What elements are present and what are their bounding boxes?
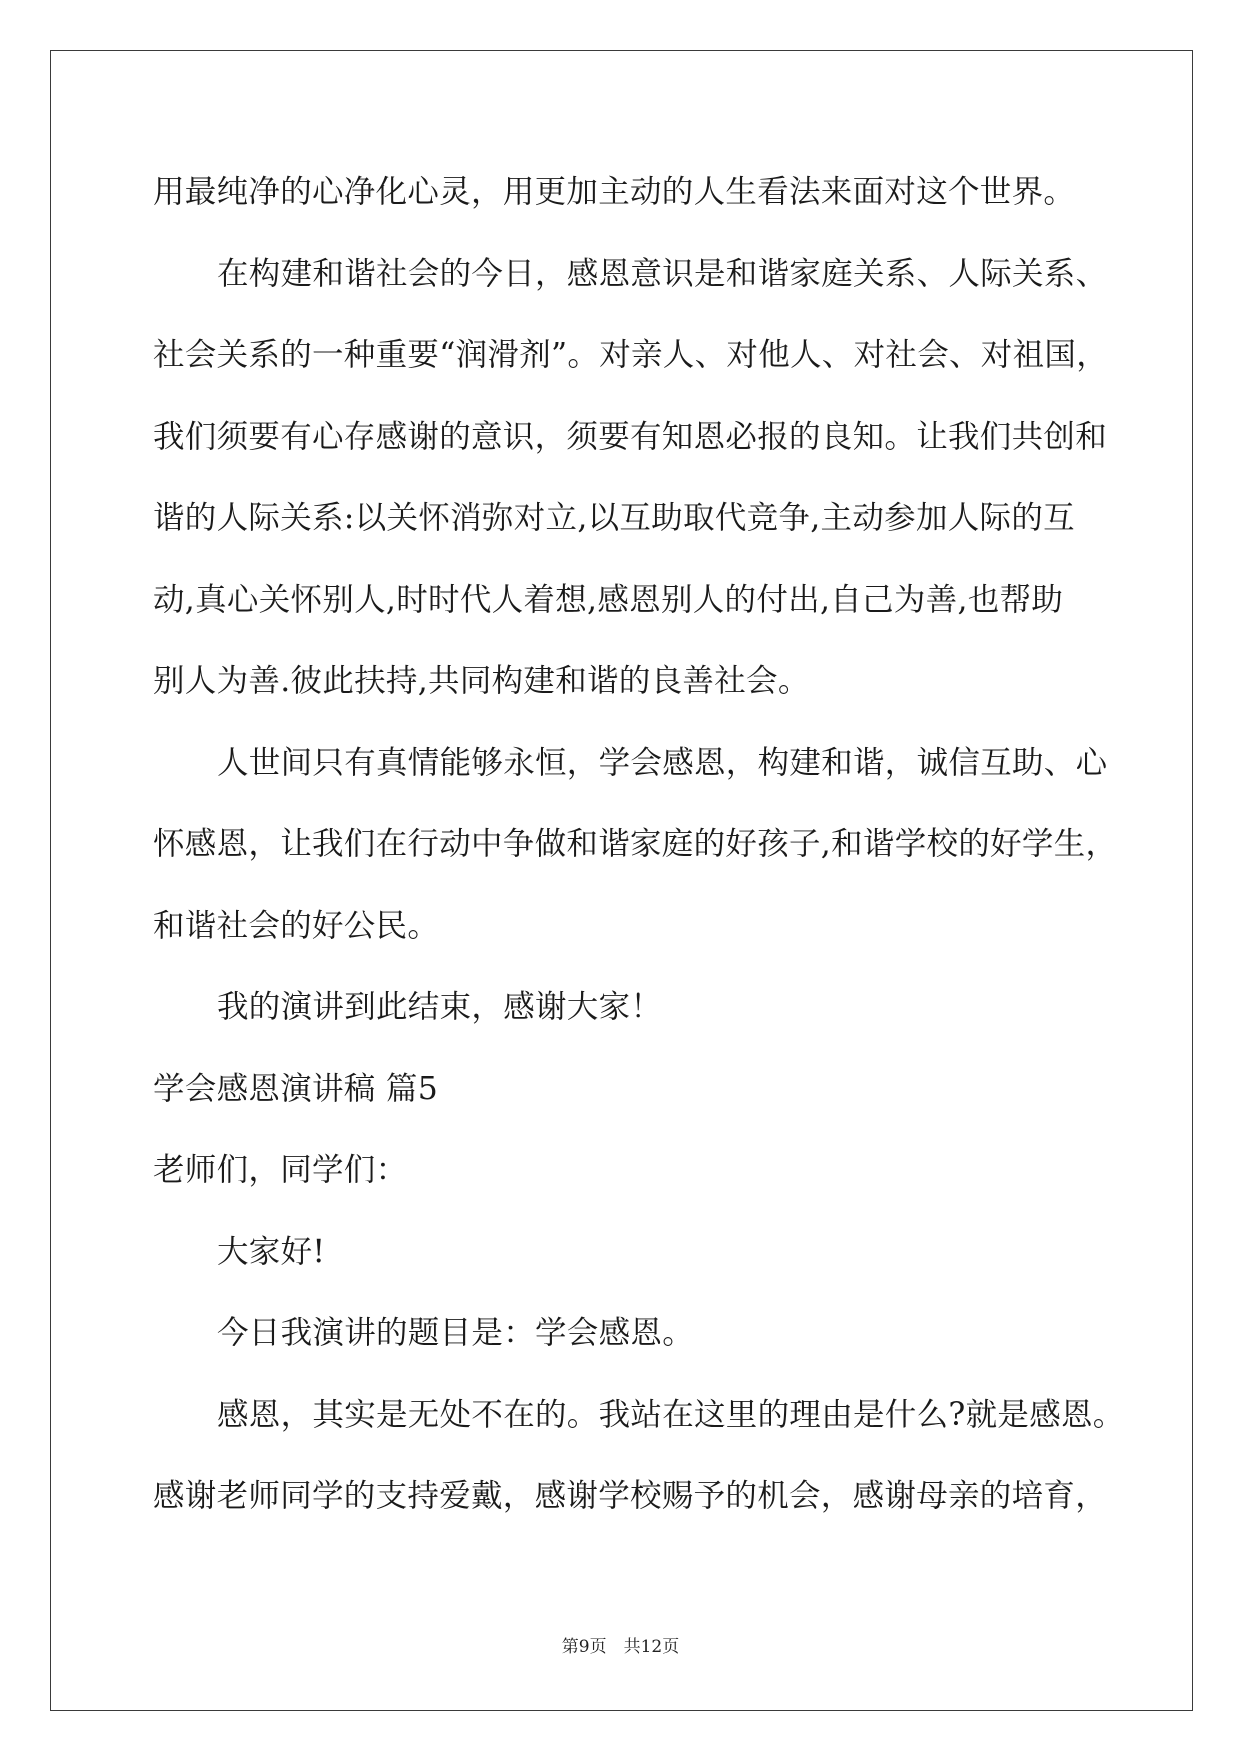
paragraph-line: 在构建和谐社会的今日，感恩意识是和谐家庭关系、人际关系、 <box>217 255 1108 292</box>
paragraph-line: 动,真心关怀别人,时时代人着想,感恩别人的付出,自己为善,也帮助 <box>153 581 1064 618</box>
paragraph-line: 今日我演讲的题目是：学会感恩。 <box>217 1315 695 1351</box>
paragraph-line: 我们须要有心存感谢的意识，须要有知恩必报的良知。让我们共创和 <box>153 418 1108 455</box>
paragraph-line: 人世间只有真情能够永恒，学会感恩，构建和谐，诚信互助、心 <box>217 744 1108 781</box>
paragraph-line: 感谢老师同学的支持爱戴，感谢学校赐予的机会，感谢母亲的培育， <box>153 1478 1108 1514</box>
salutation: 老师们，同学们： <box>153 1152 408 1188</box>
paragraph-line: 用最纯净的心净化心灵，用更加主动的人生看法来面对这个世界。 <box>153 174 1076 210</box>
paragraph-line: 感恩，其实是无处不在的。我站在这里的理由是什么?就是感恩。 <box>217 1396 1125 1433</box>
paragraph-line: 谐的人际关系:以关怀消弥对立,以互助取代竞争,主动参加人际的互 <box>153 500 1075 536</box>
page-number-footer: 第9页 共12页 <box>561 1637 680 1657</box>
paragraph-line: 社会关系的一种重要“润滑剂”。对亲人、对他人、对社会、对祖国， <box>153 337 1109 373</box>
document-body <box>153 152 1173 1538</box>
greeting: 大家好! <box>217 1233 326 1270</box>
paragraph-line: 怀感恩，让我们在行动中争做和谐家庭的好孩子,和谐学校的好学生， <box>153 826 1118 862</box>
section-heading: 学会感恩演讲稿 篇5 <box>153 1070 439 1107</box>
paragraph-line: 和谐社会的好公民。 <box>153 907 440 944</box>
closing-line: 我的演讲到此结束，感谢大家！ <box>217 989 663 1025</box>
paragraph-line: 别人为善.彼此扶持,共同构建和谐的良善社会。 <box>153 663 810 699</box>
